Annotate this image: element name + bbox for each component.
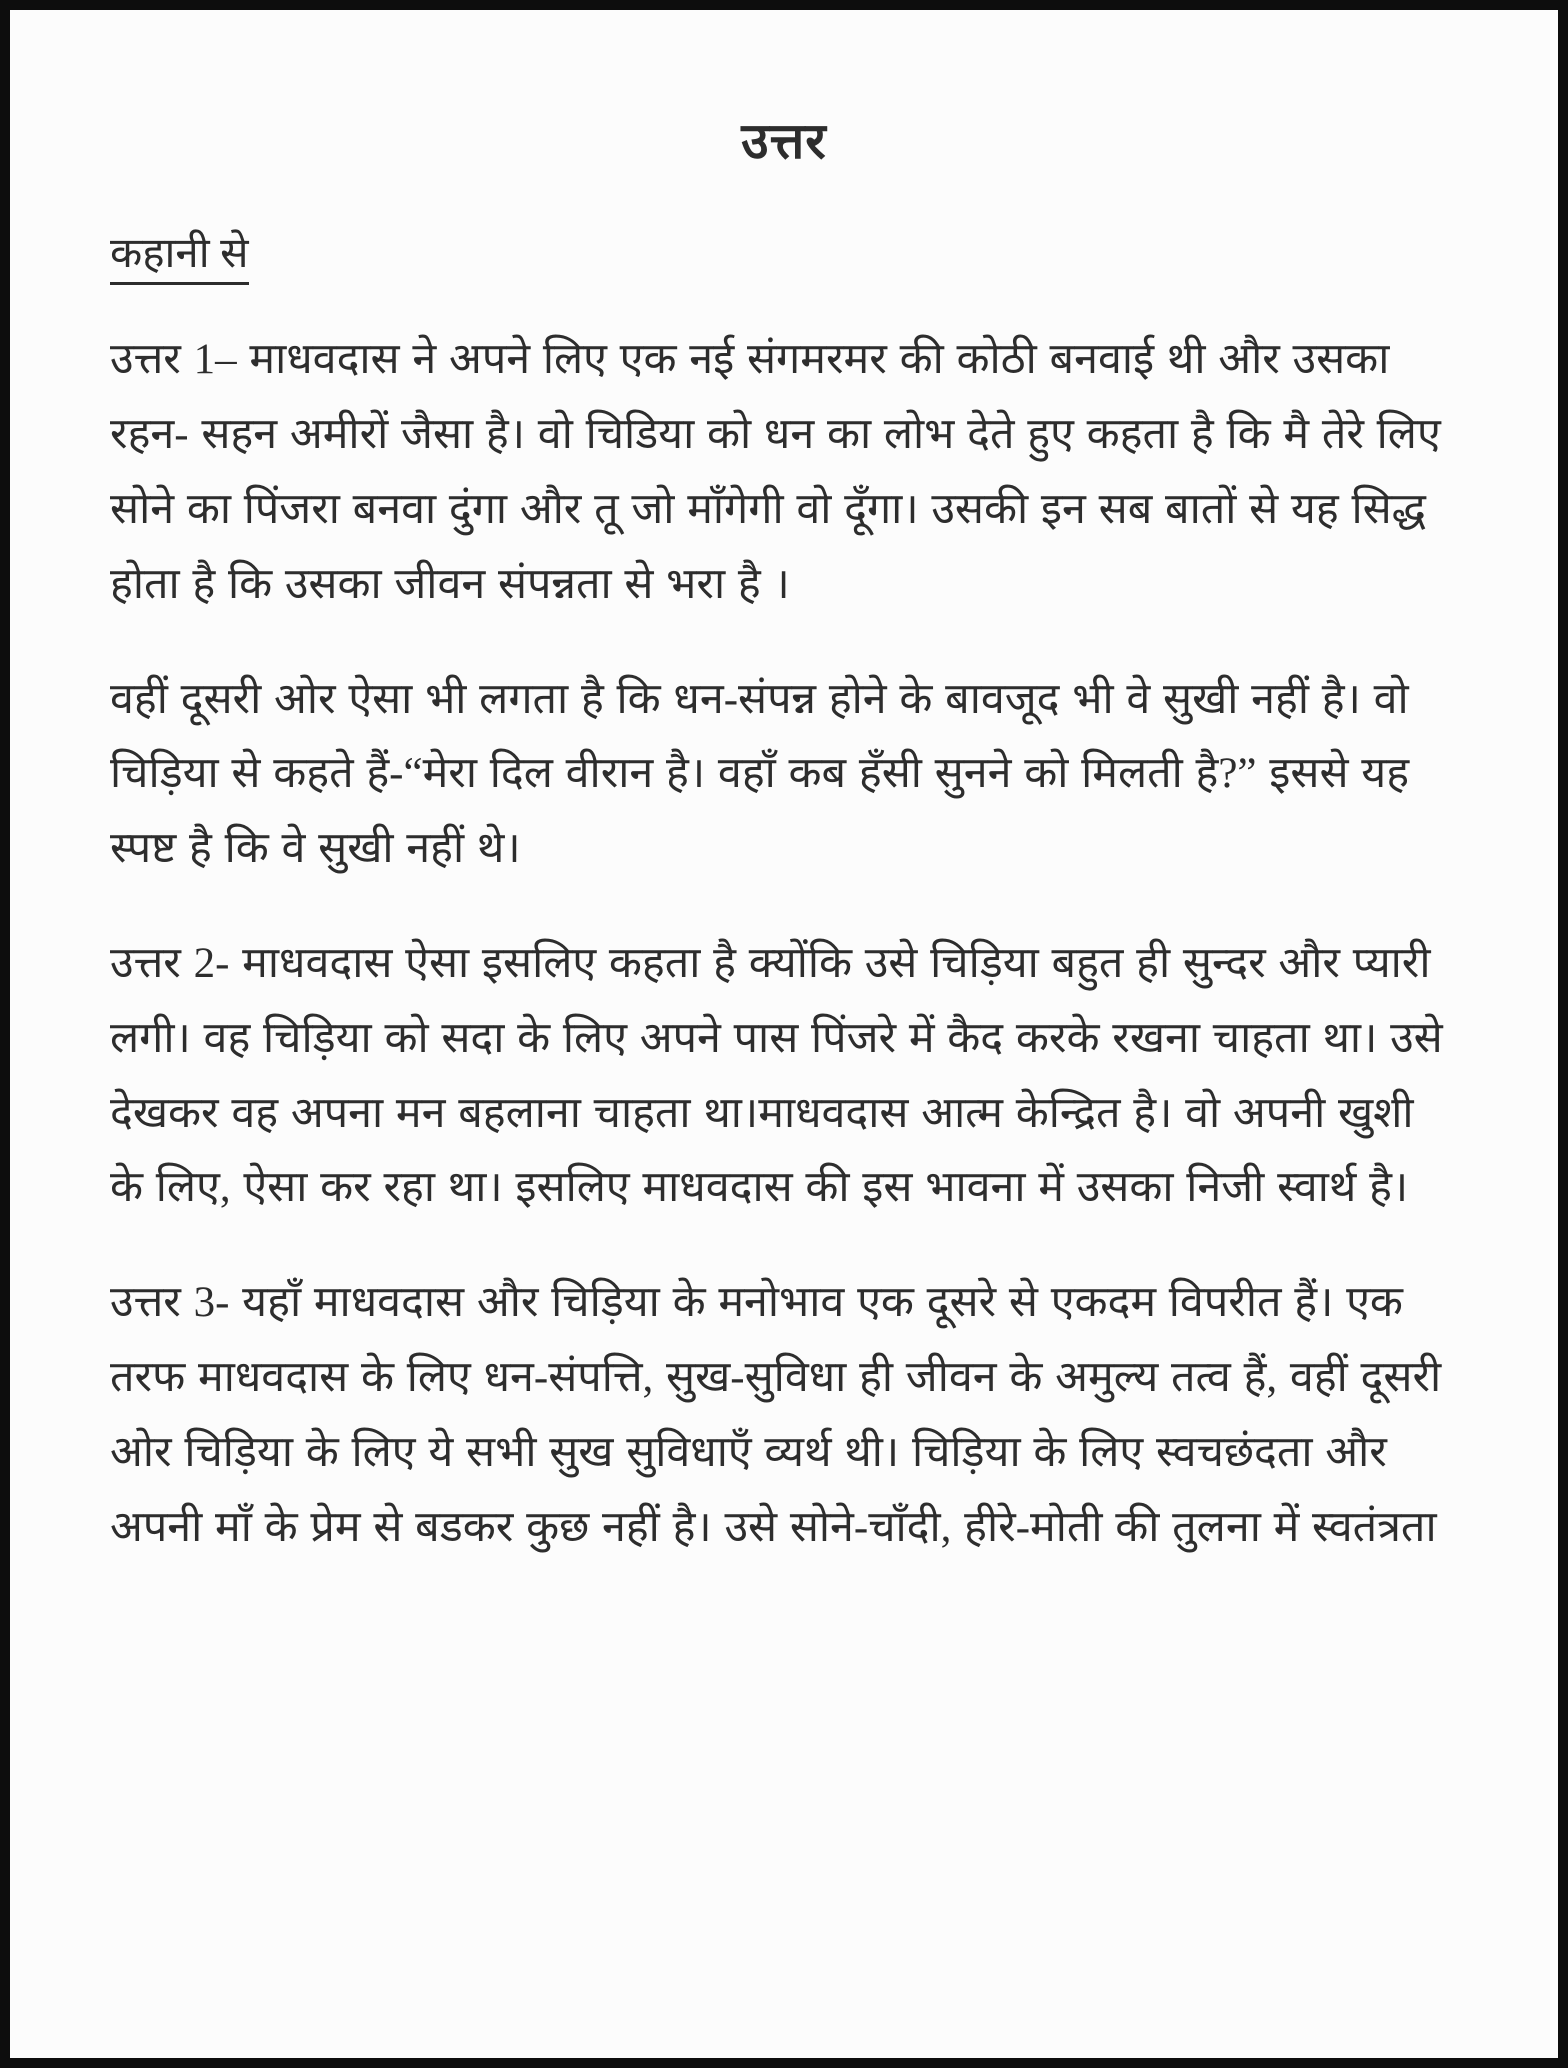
answer-paragraph-1-continued: वहीं दूसरी ओर ऐसा भी लगता है कि धन-संपन्न होने के बावजूद भी वे सुखी नहीं है। वो चिड़िया से कहते हैं-“मेरा दिल वीरान है। वहाँ कब हँसी सुनने को मिलती है?” इससे यह स्पष्ट है कि वे सुखी नहीं थे। bbox=[110, 675, 1410, 873]
answer-paragraph-1: उत्तर 1– माधवदास ने अपने लिए एक नई संगमरमर की कोठी बनवाई थी और उसका रहन- सहन अमीरों जैसा है। वो चिडिया को धन का लोभ देते हुए कहता है कि मै तेरे लिए सोने का पिंजरा बनवा दुंगा और तू जो माँगेगी वो दूँगा। उसकी इन सब बातों से यह सिद्ध होता है कि उसका जीवन संपन्नता से भरा है । bbox=[110, 336, 1441, 608]
answer-paragraph-2: उत्तर 2- माधवदास ऐसा इसलिए कहता है क्योंकि उसे चिड़िया बहुत ही सुन्दर और प्यारी लगी। वह चिड़िया को सदा के लिए अपने पास पिंजरे में कैद करके रखना चाहता था। उसे देखकर वह अपना मन बहलाना चाहता था।माधवदास आत्म केन्द्रित है। वो अपनी खुशी के लिए, ऐसा कर रहा था। इसलिए माधवदास की इस भावना में उसका निजी स्वार्थ है। bbox=[110, 939, 1443, 1212]
page-title: उत्तर bbox=[741, 113, 827, 169]
page-content bbox=[10, 10, 1558, 1565]
answer-paragraph-3: उत्तर 3- यहाँ माधवदास और चिड़िया के मनोभाव एक दूसरे से एकदम विपरीत हैं। एक तरफ माधवदास के लिए धन-संपत्ति, सुख-सुविधा ही जीवन के अमुल्य तत्व हैं, वहीं दूसरी ओर चिड़िया के लिए ये सभी सुख सुविधाएँ व्यर्थ थी। चिड़िया के लिए स्वचछंदता और अपनी माँ के प्रेम से बडकर कुछ नहीं है। उसे सोने-चाँदी, हीरे-मोती की तुलना में स्वतंत्रता bbox=[110, 1279, 1442, 1551]
section-heading bbox=[110, 225, 1458, 284]
section-heading-text: कहानी से bbox=[110, 231, 249, 285]
